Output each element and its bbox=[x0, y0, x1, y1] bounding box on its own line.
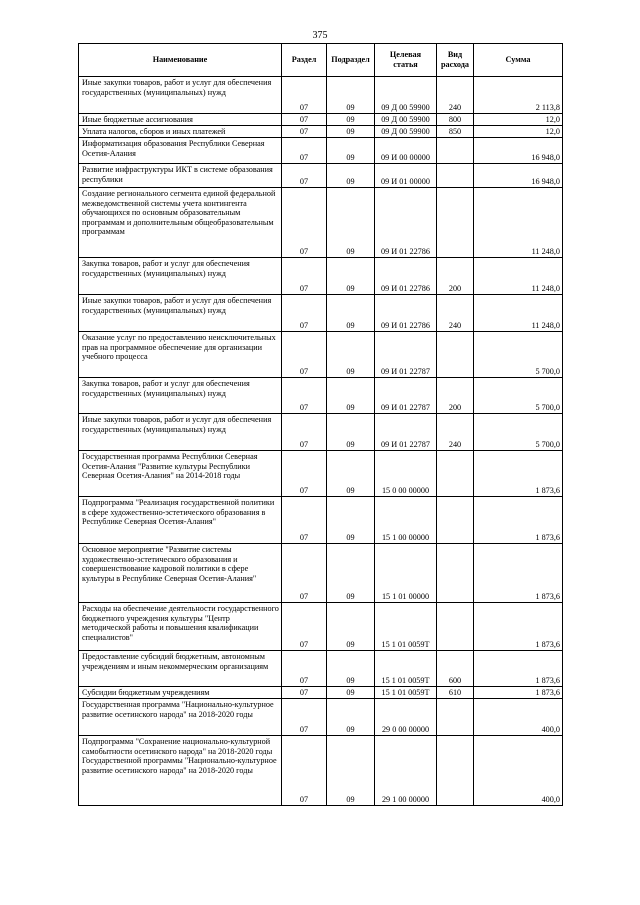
row-kind: 610 bbox=[437, 687, 474, 699]
row-subsection: 09 bbox=[327, 699, 375, 736]
table-row bbox=[79, 77, 563, 114]
row-section: 07 bbox=[282, 699, 327, 736]
row-name: Закупка товаров, работ и услуг для обеспечения государственных (муниципальных) нужд bbox=[79, 258, 282, 295]
row-kind: 850 bbox=[437, 126, 474, 138]
header-sum: Сумма bbox=[474, 44, 563, 77]
row-name: Государственная программа Республики Северная Осетия-Алания "Развитие культуры Республики Северная Осетия-Алания" на 2014-2018 годы bbox=[79, 451, 282, 497]
header-target: Целевая статья bbox=[375, 44, 437, 77]
table-row bbox=[79, 378, 563, 414]
row-name: Создание регионального сегмента единой федеральной межведомственной системы учета контингента обучающихся по основным образовательным программам и дополнительным общеобразовательным программам bbox=[79, 188, 282, 258]
row-kind: 800 bbox=[437, 114, 474, 126]
row-target: 15 0 00 00000 bbox=[375, 451, 437, 497]
row-target: 15 1 00 00000 bbox=[375, 497, 437, 544]
row-subsection: 09 bbox=[327, 497, 375, 544]
row-subsection: 09 bbox=[327, 451, 375, 497]
row-kind bbox=[437, 451, 474, 497]
row-sum: 12,0 bbox=[474, 126, 563, 138]
row-kind: 600 bbox=[437, 651, 474, 687]
row-subsection: 09 bbox=[327, 687, 375, 699]
row-sum: 16 948,0 bbox=[474, 164, 563, 188]
row-section: 07 bbox=[282, 414, 327, 451]
row-section: 07 bbox=[282, 138, 327, 164]
row-subsection: 09 bbox=[327, 77, 375, 114]
row-target: 09 Д 00 59900 bbox=[375, 114, 437, 126]
row-subsection: 09 bbox=[327, 378, 375, 414]
row-subsection: 09 bbox=[327, 332, 375, 378]
row-subsection: 09 bbox=[327, 188, 375, 258]
row-target: 09 Д 00 59900 bbox=[375, 77, 437, 114]
row-sum: 1 873,6 bbox=[474, 603, 563, 651]
table-row bbox=[79, 651, 563, 687]
table-row bbox=[79, 497, 563, 544]
row-subsection: 09 bbox=[327, 544, 375, 603]
row-kind bbox=[437, 138, 474, 164]
row-kind: 240 bbox=[437, 295, 474, 332]
row-target: 15 1 01 0059Т bbox=[375, 603, 437, 651]
row-kind bbox=[437, 544, 474, 603]
table-row bbox=[79, 544, 563, 603]
row-kind: 200 bbox=[437, 258, 474, 295]
row-kind bbox=[437, 497, 474, 544]
row-subsection: 09 bbox=[327, 114, 375, 126]
row-section: 07 bbox=[282, 603, 327, 651]
row-name: Подпрограмма "Реализация государственной политики в сфере художественно-эстетического образования в Республике Северная Осетия-Алания" bbox=[79, 497, 282, 544]
row-section: 07 bbox=[282, 544, 327, 603]
row-target: 15 1 01 0059Т bbox=[375, 687, 437, 699]
row-section: 07 bbox=[282, 736, 327, 806]
page-number: 375 bbox=[312, 30, 328, 41]
row-sum: 400,0 bbox=[474, 736, 563, 806]
table-row bbox=[79, 736, 563, 806]
budget-table bbox=[78, 43, 563, 806]
row-target: 09 Д 00 59900 bbox=[375, 126, 437, 138]
row-kind bbox=[437, 332, 474, 378]
row-sum: 16 948,0 bbox=[474, 138, 563, 164]
header-subsection: Подраздел bbox=[327, 44, 375, 77]
table-row bbox=[79, 138, 563, 164]
row-sum: 1 873,6 bbox=[474, 451, 563, 497]
row-subsection: 09 bbox=[327, 414, 375, 451]
row-section: 07 bbox=[282, 77, 327, 114]
row-section: 07 bbox=[282, 497, 327, 544]
table-header-row bbox=[79, 44, 563, 77]
row-sum: 5 700,0 bbox=[474, 332, 563, 378]
table-row bbox=[79, 699, 563, 736]
row-name: Уплата налогов, сборов и иных платежей bbox=[79, 126, 282, 138]
row-kind bbox=[437, 736, 474, 806]
row-target: 15 1 01 00000 bbox=[375, 544, 437, 603]
row-target: 09 И 01 22786 bbox=[375, 295, 437, 332]
row-kind bbox=[437, 188, 474, 258]
row-subsection: 09 bbox=[327, 651, 375, 687]
row-sum: 2 113,8 bbox=[474, 77, 563, 114]
row-name: Закупка товаров, работ и услуг для обеспечения государственных (муниципальных) нужд bbox=[79, 378, 282, 414]
row-sum: 1 873,6 bbox=[474, 651, 563, 687]
row-sum: 12,0 bbox=[474, 114, 563, 126]
row-target: 29 0 00 00000 bbox=[375, 699, 437, 736]
row-target: 09 И 01 22786 bbox=[375, 188, 437, 258]
row-section: 07 bbox=[282, 378, 327, 414]
row-subsection: 09 bbox=[327, 126, 375, 138]
row-name: Развитие инфраструктуры ИКТ в системе образования республики bbox=[79, 164, 282, 188]
row-section: 07 bbox=[282, 188, 327, 258]
row-target: 09 И 01 22787 bbox=[375, 332, 437, 378]
row-name: Иные бюджетные ассигнования bbox=[79, 114, 282, 126]
row-name: Предоставление субсидий бюджетным, автономным учреждениям и иным некоммерческим организациям bbox=[79, 651, 282, 687]
table-row bbox=[79, 332, 563, 378]
table-row bbox=[79, 603, 563, 651]
row-section: 07 bbox=[282, 126, 327, 138]
row-section: 07 bbox=[282, 687, 327, 699]
row-name: Подпрограмма "Сохранение национально-культурной самобытности осетинского народа" на 2018-2020 годы Государственной программы "Национально-культурное развитие осетинского народа" на 2018-2020 годы bbox=[79, 736, 282, 806]
table-row bbox=[79, 451, 563, 497]
row-name: Информатизация образования Республики Северная Осетия-Алания bbox=[79, 138, 282, 164]
row-subsection: 09 bbox=[327, 736, 375, 806]
row-name: Государственная программа "Национально-культурное развитие осетинского народа" на 2018-2020 годы bbox=[79, 699, 282, 736]
row-kind bbox=[437, 164, 474, 188]
row-kind: 240 bbox=[437, 414, 474, 451]
table-row bbox=[79, 687, 563, 699]
row-section: 07 bbox=[282, 114, 327, 126]
row-name: Иные закупки товаров, работ и услуг для обеспечения государственных (муниципальных) нужд bbox=[79, 77, 282, 114]
row-name: Иные закупки товаров, работ и услуг для обеспечения государственных (муниципальных) нужд bbox=[79, 414, 282, 451]
row-section: 07 bbox=[282, 295, 327, 332]
row-target: 09 И 01 00000 bbox=[375, 164, 437, 188]
table-row bbox=[79, 126, 563, 138]
table-row bbox=[79, 164, 563, 188]
row-sum: 1 873,6 bbox=[474, 497, 563, 544]
row-subsection: 09 bbox=[327, 295, 375, 332]
row-name: Расходы на обеспечение деятельности государственного бюджетного учреждения культуры "Центр методической работы и повышения квалификации специалистов" bbox=[79, 603, 282, 651]
row-section: 07 bbox=[282, 258, 327, 295]
row-name: Оказание услуг по предоставлению неисключительных прав на программное обеспечение для организации учебного процесса bbox=[79, 332, 282, 378]
row-name: Субсидии бюджетным учреждениям bbox=[79, 687, 282, 699]
row-kind bbox=[437, 699, 474, 736]
row-name: Иные закупки товаров, работ и услуг для обеспечения государственных (муниципальных) нужд bbox=[79, 295, 282, 332]
row-kind bbox=[437, 603, 474, 651]
row-target: 09 И 01 22786 bbox=[375, 258, 437, 295]
row-subsection: 09 bbox=[327, 603, 375, 651]
row-section: 07 bbox=[282, 164, 327, 188]
row-sum: 11 248,0 bbox=[474, 188, 563, 258]
row-sum: 400,0 bbox=[474, 699, 563, 736]
row-target: 15 1 01 0059Т bbox=[375, 651, 437, 687]
table-row bbox=[79, 414, 563, 451]
row-section: 07 bbox=[282, 332, 327, 378]
row-section: 07 bbox=[282, 651, 327, 687]
row-name: Основное мероприятие "Развитие системы художественно-эстетического образования и совершенствование кадровой политики в сфере культуры в Республике Северная Осетия-Алания" bbox=[79, 544, 282, 603]
header-section: Раздел bbox=[282, 44, 327, 77]
row-target: 29 1 00 00000 bbox=[375, 736, 437, 806]
row-sum: 1 873,6 bbox=[474, 544, 563, 603]
row-target: 09 И 01 22787 bbox=[375, 378, 437, 414]
row-subsection: 09 bbox=[327, 164, 375, 188]
header-name: Наименование bbox=[79, 44, 282, 77]
header-kind: Вид расхода bbox=[437, 44, 474, 77]
row-subsection: 09 bbox=[327, 258, 375, 295]
row-sum: 11 248,0 bbox=[474, 295, 563, 332]
row-sum: 5 700,0 bbox=[474, 378, 563, 414]
row-section: 07 bbox=[282, 451, 327, 497]
table-row bbox=[79, 188, 563, 258]
table-row bbox=[79, 295, 563, 332]
table-row bbox=[79, 114, 563, 126]
row-sum: 1 873,6 bbox=[474, 687, 563, 699]
row-target: 09 И 00 00000 bbox=[375, 138, 437, 164]
row-sum: 5 700,0 bbox=[474, 414, 563, 451]
row-target: 09 И 01 22787 bbox=[375, 414, 437, 451]
row-kind: 200 bbox=[437, 378, 474, 414]
row-subsection: 09 bbox=[327, 138, 375, 164]
table-row bbox=[79, 258, 563, 295]
row-kind: 240 bbox=[437, 77, 474, 114]
row-sum: 11 248,0 bbox=[474, 258, 563, 295]
